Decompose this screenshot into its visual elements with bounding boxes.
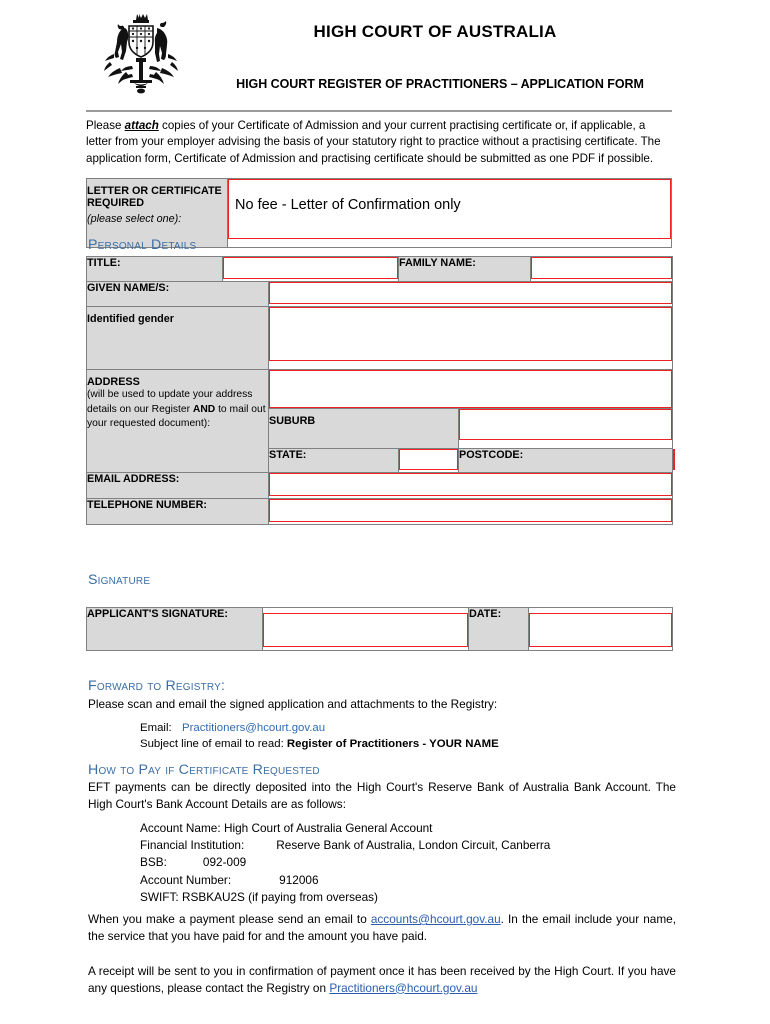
- title-label: TITLE:: [87, 257, 121, 269]
- applicant-signature-input[interactable]: [263, 613, 468, 647]
- date-value-cell: [529, 608, 673, 651]
- section-heading-forward-to-registry: Forward to Registry:: [88, 678, 226, 694]
- telephone-value-cell: [269, 499, 673, 525]
- document-header: [0, 0, 770, 100]
- personal-details-table: [86, 256, 673, 525]
- identified-gender-value: [270, 308, 671, 314]
- bank-value-account-name: High Court of Australia General Account: [223, 821, 433, 835]
- postcode-input[interactable]: [673, 449, 675, 470]
- family-name-value: [532, 258, 671, 264]
- email-value: [270, 474, 671, 480]
- address-label: ADDRESS: [87, 376, 140, 388]
- payment-note-paragraph: [88, 911, 676, 944]
- bank-key-swift: SWIFT:: [140, 889, 179, 904]
- bank-value-bsb: 092-009: [202, 855, 247, 870]
- table-row: [87, 608, 673, 651]
- receipt-note-before: A receipt will be sent to you in confirmation of payment once it has been received by the High Court. If you have any questions, please contact the Registry on: [88, 964, 676, 995]
- address-label-cell: [87, 370, 269, 473]
- state-label-cell: [269, 449, 399, 473]
- address-note: (will be used to update your address details on our Register AND to mail out your requested document):: [87, 389, 266, 429]
- table-row: [87, 282, 673, 307]
- registry-email-label: Email:: [140, 722, 172, 734]
- email-label: EMAIL ADDRESS:: [87, 473, 180, 485]
- date-label-cell: [469, 608, 529, 651]
- suburb-label-cell: [269, 409, 459, 449]
- bank-value-swift: RSBKAU2S (if paying from overseas): [181, 889, 378, 904]
- identified-gender-input[interactable]: [269, 307, 672, 361]
- form-subtitle: HIGH COURT REGISTER OF PRACTITIONERS – APPLICATION FORM: [236, 77, 644, 91]
- family-name-label-cell: [399, 257, 531, 282]
- letter-certificate-label-line2: REQUIRED: [87, 197, 144, 209]
- applicant-signature-label: APPLICANT'S SIGNATURE:: [87, 608, 228, 620]
- australian-coat-of-arms-icon: [92, 10, 190, 98]
- address-value-cell: [269, 370, 673, 409]
- intro-attach-emphasis: attach: [124, 119, 159, 132]
- date-value: [530, 614, 671, 620]
- payment-note-after: . In the email include your name, the service that you have paid for and the amount you have paid.: [88, 912, 676, 943]
- registry-subject-row: [140, 736, 680, 752]
- address-input[interactable]: [269, 370, 672, 408]
- bank-key-account-name: Account Name:: [140, 821, 221, 835]
- email-value-cell: [269, 473, 673, 499]
- letter-certificate-value: No fee - Letter of Confirmation only: [235, 197, 461, 213]
- registry-email-row: [140, 720, 680, 736]
- registry-email-address[interactable]: Practitioners@hcourt.gov.au: [182, 722, 326, 734]
- letter-certificate-label-line1: LETTER OR CERTIFICATE: [87, 185, 222, 197]
- bank-key-account-number: Account Number:: [140, 872, 232, 887]
- telephone-input[interactable]: [269, 499, 672, 522]
- suburb-label: SUBURB: [269, 415, 316, 427]
- given-names-input[interactable]: [269, 282, 672, 304]
- date-input[interactable]: [529, 613, 672, 647]
- bank-detail-row: [140, 820, 680, 837]
- letter-certificate-select[interactable]: [228, 179, 671, 239]
- table-row: [87, 499, 673, 525]
- identified-gender-label-cell: [87, 307, 269, 370]
- receipt-note-paragraph: [88, 963, 676, 996]
- registry-subject-value: Register of Practitioners - YOUR NAME: [286, 738, 499, 751]
- how-to-pay-paragraph: EFT payments can be directly deposited into the High Court's Reserve Bank of Australia Bank Account. The High Court's Bank Account Details are as follows:: [88, 780, 676, 811]
- given-names-value: [270, 283, 671, 289]
- date-label: DATE:: [469, 608, 502, 620]
- letter-certificate-label-line3: (please select one):: [87, 213, 182, 225]
- given-names-label-cell: [87, 282, 269, 307]
- table-row: [87, 370, 673, 409]
- practitioners-email-link[interactable]: Practitioners@hcourt.gov.au: [329, 980, 478, 995]
- title-value: [224, 258, 397, 264]
- address-note-bold: AND: [192, 403, 216, 415]
- table-row: [87, 473, 673, 499]
- table-row: [87, 257, 673, 282]
- title-label-cell: [87, 257, 223, 282]
- state-label: STATE:: [269, 449, 307, 461]
- given-names-label: GIVEN NAME/S:: [87, 282, 170, 294]
- family-name-input[interactable]: [531, 257, 672, 279]
- bank-details-block: [140, 820, 680, 906]
- telephone-label-cell: [87, 499, 269, 525]
- registry-subject-prefix: Subject line of email to read:: [140, 738, 284, 751]
- bank-detail-row: [140, 854, 680, 871]
- family-name-label: FAMILY NAME:: [399, 257, 476, 269]
- bank-detail-row: [140, 889, 680, 906]
- state-input[interactable]: [399, 449, 458, 470]
- state-value-cell: [399, 449, 459, 473]
- identified-gender-label: Identified gender: [87, 313, 174, 325]
- page-title: HIGH COURT OF AUSTRALIA: [313, 22, 557, 41]
- bank-key-bsb: BSB:: [140, 855, 167, 870]
- applicant-signature-label-cell: [87, 608, 263, 651]
- state-value: [400, 450, 457, 456]
- suburb-value: [460, 410, 671, 416]
- bank-detail-row: [140, 872, 680, 889]
- applicant-signature-value: [264, 614, 467, 620]
- title-input[interactable]: [223, 257, 398, 279]
- postcode-value: [674, 450, 678, 456]
- telephone-value: [270, 500, 671, 506]
- given-names-value-cell: [269, 282, 673, 307]
- letter-certificate-value-cell: [228, 179, 672, 248]
- payment-note-before: When you make a payment please send an email to: [88, 912, 371, 926]
- applicant-signature-value-cell: [263, 608, 469, 651]
- bank-value-financial-institution: Reserve Bank of Australia, London Circuit, Canberra: [276, 838, 551, 853]
- email-input[interactable]: [269, 473, 672, 496]
- accounts-email-link[interactable]: accounts@hcourt.gov.au: [370, 912, 501, 926]
- section-heading-personal-details: Personal Details: [88, 237, 197, 253]
- registry-email-block: [140, 720, 680, 752]
- identified-gender-value-cell: [269, 307, 673, 370]
- bank-detail-row: [140, 837, 680, 854]
- family-name-value-cell: [531, 257, 673, 282]
- telephone-label: TELEPHONE NUMBER:: [87, 499, 207, 511]
- intro-before: Please: [86, 119, 125, 132]
- bank-key-financial-institution: Financial Institution:: [140, 838, 245, 853]
- header-divider: [86, 110, 672, 112]
- forward-instruction: Please scan and email the signed application and attachments to the Registry:: [88, 697, 498, 711]
- suburb-value-cell: [459, 409, 673, 449]
- address-value: [270, 371, 671, 377]
- postcode-label: POSTCODE:: [459, 449, 524, 461]
- bank-value-account-number: 912006: [279, 872, 319, 887]
- intro-paragraph: [86, 118, 674, 167]
- suburb-input[interactable]: [459, 409, 672, 440]
- postcode-label-cell: [459, 449, 673, 473]
- title-value-cell: [223, 257, 399, 282]
- signature-table: [86, 607, 673, 651]
- section-heading-how-to-pay: How to Pay if Certificate Requested: [88, 762, 320, 778]
- table-row: [87, 307, 673, 370]
- section-heading-signature: Signature: [88, 572, 151, 588]
- email-label-cell: [87, 473, 269, 499]
- intro-after: copies of your Certificate of Admission and your current practising certificate or, if applicable, a letter from your employer advising the basis of your statutory right to practice without a practising certificate. The application form, Certificate of Admission and practising certificate should be submitted as one PDF if possible.: [86, 119, 661, 165]
